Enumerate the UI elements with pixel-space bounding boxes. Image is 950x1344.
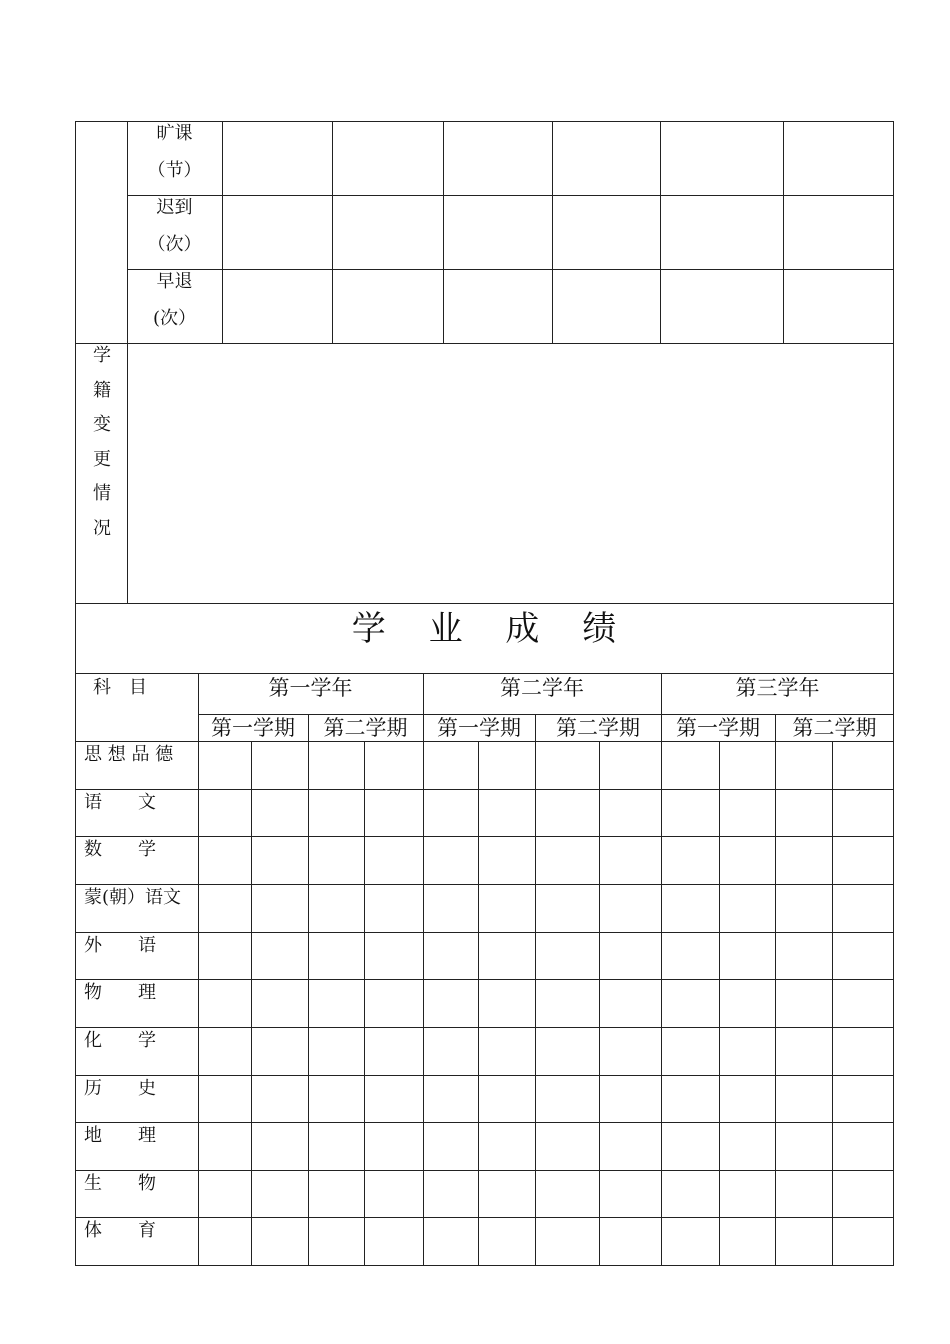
subject-label: 思 想 品 德: [84, 744, 174, 765]
year-divider: [661, 673, 662, 1266]
subject-label: 历 史: [84, 1078, 156, 1099]
status-change-label-char: 况: [93, 518, 111, 539]
subject-label: 体 育: [84, 1220, 156, 1241]
early-leave-label: 早退: [156, 271, 193, 292]
subject-label: 地 理: [84, 1125, 156, 1146]
semester-header: 第一学期: [676, 716, 760, 740]
subject-row-divider: [75, 884, 894, 885]
late-unit-label: （次）: [147, 234, 202, 255]
subject-row-divider: [75, 979, 894, 980]
semester-header: 第二学期: [323, 716, 408, 740]
attendance-col-divider: [660, 121, 661, 343]
year-header: 第一学年: [268, 676, 353, 700]
header-bottom-divider: [75, 741, 894, 742]
late-label: 迟到: [156, 197, 193, 218]
grades-title-char: 绩: [582, 609, 617, 649]
semester-header: 第二学期: [556, 716, 640, 740]
cell-divider: [719, 741, 720, 1266]
semester-divider: [775, 714, 776, 1266]
year-header: 第二学年: [500, 676, 584, 700]
year-divider: [423, 673, 424, 1266]
grades-title-char: 成: [505, 609, 540, 649]
attendance-col-divider: [783, 121, 784, 343]
subject-label: 数 学: [84, 839, 156, 860]
absence-unit-label: （节）: [147, 160, 202, 181]
semester-header: 第二学期: [792, 716, 877, 740]
attendance-label-divider: [222, 121, 223, 343]
grades-title-char: 学: [351, 609, 386, 649]
subject-label: 化 学: [84, 1030, 156, 1051]
subject-row-divider: [75, 932, 894, 933]
year-row-divider: [198, 714, 894, 715]
attendance-row-divider: [127, 269, 894, 270]
subject-col-divider: [198, 673, 199, 1266]
cell-divider: [599, 741, 600, 1266]
year-header: 第三学年: [735, 676, 820, 700]
early-leave-unit-label: (次）: [152, 308, 197, 329]
attendance-col-divider: [332, 121, 333, 343]
subject-label: 语 文: [84, 792, 156, 813]
subject-label: 外 语: [84, 935, 156, 956]
attendance-col-divider: [443, 121, 444, 343]
subject-label: 蒙(朝）语文: [84, 887, 182, 908]
section-divider: [75, 603, 894, 604]
subject-row-divider: [75, 1027, 894, 1028]
subject-row-divider: [75, 836, 894, 837]
status-change-label-char: 更: [93, 449, 111, 470]
status-change-label-char: 变: [93, 414, 111, 435]
cell-divider: [478, 741, 479, 1266]
semester-divider: [535, 714, 536, 1266]
cell-divider: [832, 741, 833, 1266]
subject-row-divider: [75, 1075, 894, 1076]
subject-row-divider: [75, 1122, 894, 1123]
cell-divider: [364, 741, 365, 1266]
semester-header: 第一学期: [437, 716, 521, 740]
subject-row-divider: [75, 1170, 894, 1171]
semester-divider: [308, 714, 309, 1266]
semester-header: 第一学期: [211, 716, 295, 740]
status-change-label-char: 籍: [93, 380, 111, 401]
status-change-entry-area[interactable]: [128, 344, 893, 603]
absence-label: 旷课: [156, 123, 193, 144]
status-change-label-char: 学: [93, 345, 111, 366]
grades-title: [75, 609, 893, 649]
subject-column-header: 科 目: [93, 677, 147, 698]
grades-title-char: 业: [428, 609, 463, 649]
cell-divider: [251, 741, 252, 1266]
subject-label: 生 物: [84, 1173, 156, 1194]
status-change-label-char: 情: [93, 483, 111, 504]
attendance-col-divider: [552, 121, 553, 343]
attendance-row-divider: [127, 195, 894, 196]
subject-row-divider: [75, 789, 894, 790]
subject-label: 物 理: [84, 982, 156, 1003]
subject-row-divider: [75, 1217, 894, 1218]
